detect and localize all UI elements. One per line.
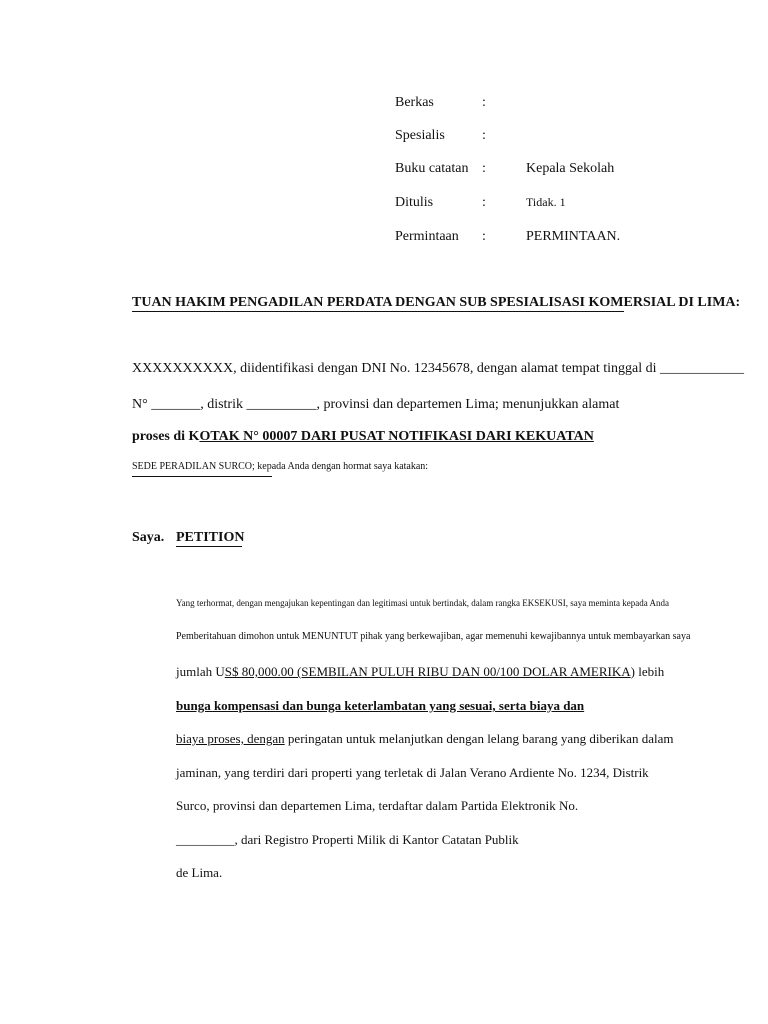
intro-line-1: XXXXXXXXXX, diidentifikasi dengan DNI No. 12345678, dengan alamat tempat tinggal di ____________ <box>132 361 745 376</box>
header-label-buku-catatan: Buku catatan <box>395 161 469 176</box>
amount-text: S$ 80,000.00 (SEMBILAN PULUH RIBU DAN 00/100 DOLAR AMERIKA <box>224 664 631 679</box>
intro-line-2: N° _______, distrik __________, provinsi dan departemen Lima; menunjukkan alamat <box>132 397 620 412</box>
process-costs-text: biaya proses, dengan <box>176 731 285 746</box>
body-line-3-prefix: jumlah U <box>176 664 225 679</box>
addressee-underline <box>132 311 624 312</box>
intro-line-4-rest: ; kepada Anda dengan hormat saya katakan: <box>252 461 429 472</box>
header-label-permintaan: Permintaan <box>395 229 459 244</box>
body-line-1: Yang terhormat, dengan mengajukan kepentingan dan legitimasi untuk bertindak, dalam rangka EKSEKUSI, saya meminta kepada Anda <box>176 598 669 608</box>
body-line-2: Pemberitahuan dimohon untuk MENUNTUT pihak yang berkewajiban, agar memenuhi kewajibannya untuk membayarkan saya <box>176 631 691 642</box>
intro-line-3 <box>132 429 594 445</box>
body-line-8: _________, dari Registro Properti Milik di Kantor Catatan Publik <box>176 832 519 847</box>
header-colon: : <box>482 95 486 110</box>
header-label-ditulis: Ditulis <box>395 195 434 210</box>
body-line-7: Surco, provinsi dan departemen Lima, terdaftar dalam Partida Elektronik No. <box>176 798 579 813</box>
court-seat-text: SEDE PERADILAN SURCO <box>132 461 253 472</box>
body-line-5 <box>176 731 673 747</box>
header-value-ditulis: Tidak. 1 <box>526 195 566 209</box>
interest-costs-text: bunga kompensasi dan bunga keterlambatan yang sesuai, serta biaya dan <box>176 698 585 713</box>
body-line-9: de Lima. <box>176 865 223 880</box>
court-seat-underline <box>132 476 272 477</box>
header-value-buku-catatan: Kepala Sekolah <box>526 161 615 176</box>
notification-box-text: OTAK N° 00007 DARI PUSAT NOTIFIKASI DARI KEKUATAN <box>199 429 594 444</box>
header-value-permintaan: PERMINTAAN. <box>526 229 621 244</box>
header-label-berkas: Berkas <box>395 95 434 110</box>
intro-line-4 <box>132 461 428 472</box>
header-colon: : <box>482 229 486 244</box>
header-colon: : <box>482 128 486 143</box>
header-colon: : <box>482 195 486 210</box>
body-line-5-rest: peringatan untuk melanjutkan dengan lelang barang yang diberikan dalam <box>284 731 674 746</box>
intro-line-3-prefix: proses di K <box>132 429 200 444</box>
petition-label: Saya. <box>132 530 165 545</box>
petition-title: PETITION <box>176 530 245 545</box>
header-label-spesialis: Spesialis <box>395 128 445 143</box>
body-line-6: jaminan, yang terdiri dari properti yang terletak di Jalan Verano Ardiente No. 1234, Distrik <box>176 765 649 780</box>
header-colon: : <box>482 161 486 176</box>
addressee-heading: TUAN HAKIM PENGADILAN PERDATA DENGAN SUB SPESIALISASI KOMERSIAL DI LIMA: <box>132 295 741 310</box>
body-line-3 <box>176 664 664 680</box>
body-line-3-suffix: ) lebih <box>630 664 665 679</box>
petition-underline <box>176 546 242 547</box>
